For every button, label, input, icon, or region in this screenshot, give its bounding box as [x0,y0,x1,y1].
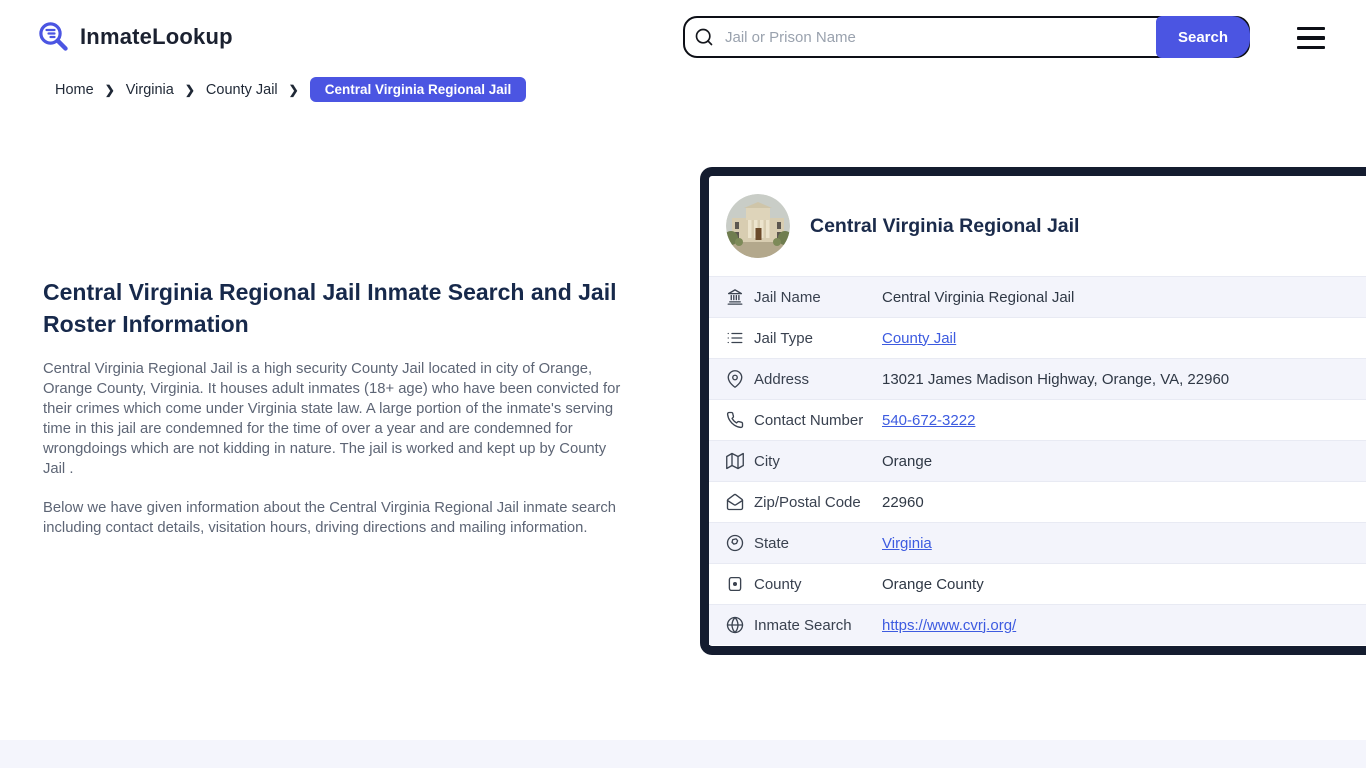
article [43,276,638,538]
breadcrumb-current-badge: Central Virginia Regional Jail [310,77,527,102]
row-label: Inmate Search [754,616,852,634]
search-bar [683,16,1250,58]
brand-name: InmateLookup [80,24,233,49]
phone-icon [726,411,744,429]
search-button[interactable]: Search [1156,16,1250,58]
inmate-search-link[interactable]: https://www.cvrj.org/ [882,616,1017,634]
row-value: 13021 James Madison Highway, Orange, VA, 22960 [882,370,1230,388]
row-label: County [754,575,802,593]
jail-type-link[interactable]: County Jail [882,329,957,347]
table-row-address [709,358,1366,399]
row-label: City [754,452,780,470]
row-label: Zip/Postal Code [754,493,861,511]
table-row-city [709,440,1366,481]
row-value: 22960 [882,493,924,511]
breadcrumb-virginia[interactable]: Virginia [125,81,174,98]
chevron-right-icon: ❯ [104,82,115,97]
footer-strip [0,740,1366,768]
row-label: Contact Number [754,411,864,429]
list-icon [726,329,744,347]
row-label: Jail Type [754,329,813,347]
magnifier-lines-icon [37,20,71,54]
bank-icon [726,288,744,306]
table-row-county [709,563,1366,604]
row-label: Jail Name [754,288,821,306]
table-row-state [709,522,1366,563]
chevron-right-icon: ❯ [288,82,299,97]
globe-state-icon [726,534,744,552]
jail-details-table [709,276,1366,645]
chevron-right-icon: ❯ [184,82,195,97]
article-paragraph: Below we have given information about the Central Virginia Regional Jail inmate search including contact details, visitation hours, driving directions and mailing information. [43,500,617,536]
jail-photo [726,194,790,258]
search-icon [694,27,714,47]
row-value: Orange County [882,575,984,593]
county-icon [726,575,744,593]
table-row-jail-type [709,317,1366,358]
brand-logo[interactable] [37,20,233,54]
row-label: State [754,534,790,552]
row-value: Central Virginia Regional Jail [882,288,1075,306]
table-row-jail-name [709,276,1366,317]
map-icon [726,452,744,470]
state-link[interactable]: Virginia [882,534,932,552]
jail-card-header [709,176,1366,276]
jail-info-card [700,167,1366,655]
table-row-inmate-search [709,604,1366,645]
mail-icon [726,493,744,511]
menu-icon[interactable] [1297,27,1325,49]
page-title: Central Virginia Regional Jail Inmate Search and Jail Roster Information [43,279,617,337]
table-row-contact-number [709,399,1366,440]
breadcrumb-county-jail[interactable]: County Jail [205,81,278,98]
article-paragraph: Central Virginia Regional Jail is a high security County Jail located in city of Orange, Orange County, Virginia. It houses adult inmates (18+ age) who have been convicted for their crimes which come under Virginia state law. A large portion of the inmate's serving time in this jail are condemned for the time of over a year and are condemned for wrongdoings which are not kidding in nature. The jail is worked and kept up by County Jail . [43,361,621,477]
row-label: Address [754,370,810,388]
row-value: Orange [882,452,933,470]
breadcrumb-home[interactable]: Home [55,81,94,98]
table-row-zip [709,481,1366,522]
globe-icon [726,616,744,634]
map-pin-icon [726,370,744,388]
jail-card-title: Central Virginia Regional Jail [810,214,1080,237]
breadcrumb [55,77,526,102]
contact-number-link[interactable]: 540-672-3222 [882,411,976,429]
